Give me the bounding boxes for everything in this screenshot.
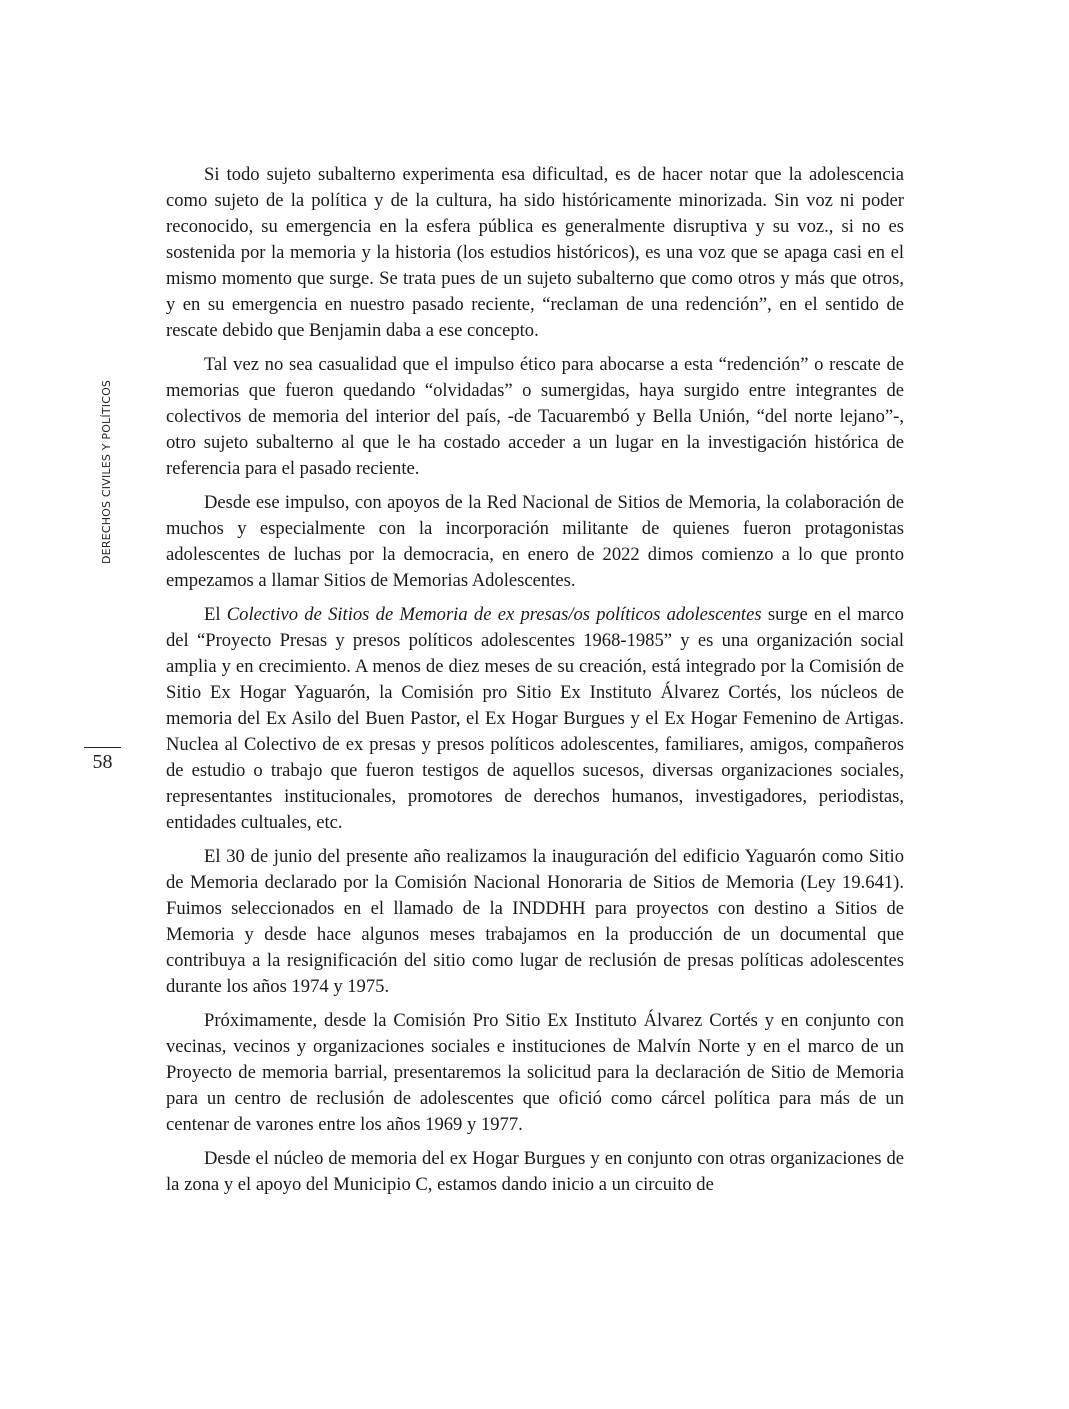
paragraph: Desde ese impulso, con apoyos de la Red Nacional de Sitios de Memoria, la colaboración de muchos y especialmente con la incorporación militante de quienes fueron protagonistas adolescentes de luchas por la democracia, en enero de 2022 dimos comienzo a lo que pronto empezamos a llamar Sitios de Memorias Adolescentes. bbox=[166, 492, 904, 591]
running-title-text: DERECHOS CIVILES Y POLÍTICOS bbox=[100, 379, 113, 564]
body-text bbox=[166, 162, 904, 1206]
paragraph: Si todo sujeto subalterno experimenta esa dificultad, es de hacer notar que la adolescencia como sujeto de la política y de la cultura, ha sido históricamente minorizada. Sin voz ni poder reconocido, su emergencia en la esfera pública es generalmente disruptiva y su voz., si no es sostenida por la memoria y la historia (los estudios históricos), es una voz que se apaga casi en el mismo momento que surge. Se trata pues de un sujeto subalterno que como otros y más que otros, y en su emergencia en nuestro pasado reciente, “reclaman de una redención”, en el sentido de rescate debido que Benjamin daba a ese concepto. bbox=[166, 164, 904, 341]
paragraph: Tal vez no sea casualidad que el impulso ético para abocarse a esta “redención” o rescate de memorias que fueron quedando “olvidadas” o sumergidas, haya surgido entre integrantes de colectivos de memoria del interior del país, -de Tacuarembó y Bella Unión, “del norte lejano”-, otro sujeto subalterno al que le ha costado acceder a un lugar en la investigación histórica de referencia para el pasado reciente. bbox=[166, 354, 904, 479]
running-title bbox=[100, 372, 114, 564]
page-number-rule bbox=[84, 747, 121, 748]
paragraph bbox=[166, 602, 904, 836]
paragraph-intro: El bbox=[204, 604, 227, 625]
paragraph: Desde el núcleo de memoria del ex Hogar Burgues y en conjunto con otras organizaciones de la zona y el apoyo del Municipio C, estamos dando inicio a un circuito de bbox=[166, 1148, 904, 1195]
collective-name: Colectivo de Sitios de Memoria de ex presas/os políticos adolescentes bbox=[226, 604, 762, 625]
paragraph: El 30 de junio del presente año realizamos la inauguración del edificio Yaguarón como Sitio de Memoria declarado por la Comisión Nacional Honoraria de Sitios de Memoria (Ley 19.641). Fuimos seleccionados en el llamado de la INDDHH para proyectos con destino a Sitios de Memoria y desde hace algunos meses trabajamos en la producción de un documental que contribuya a la resignificación del sitio como lugar de reclusión de presas políticas adolescentes durante los años 1974 y 1975. bbox=[166, 846, 904, 997]
paragraph-rest: surge en el marco del “Proyecto Presas y presos políticos adolescentes 1968-1985” y es una organización social amplia y en crecimiento. A menos de diez meses de su creación, está integrado por la Comisión de Sitio Ex Hogar Yaguarón, la Comisión pro Sitio Ex Instituto Álvarez Cortés, los núcleos de memoria del Ex Asilo del Buen Pastor, el Ex Hogar Burgues y el Ex Hogar Femenino de Artigas. Nuclea al Colectivo de ex presas y presos políticos adolescentes, familiares, amigos, compañeros de estudio o trabajo que fueron testigos de aquellos sucesos, diversas organizaciones sociales, representantes institucionales, promotores de derechos humanos, investigadores, periodistas, entidades cultuales, etc. bbox=[166, 604, 904, 833]
page-number: 58 bbox=[92, 751, 113, 773]
paragraph: Próximamente, desde la Comisión Pro Sitio Ex Instituto Álvarez Cortés y en conjunto con vecinas, vecinos y organizaciones sociales e instituciones de Malvín Norte y en el marco de un Proyecto de memoria barrial, presentaremos la solicitud para la declaración de Sitio de Memoria para un centro de reclusión de adolescentes que ofició como cárcel política para más de un centenar de varones entre los años 1969 y 1977. bbox=[166, 1010, 904, 1135]
